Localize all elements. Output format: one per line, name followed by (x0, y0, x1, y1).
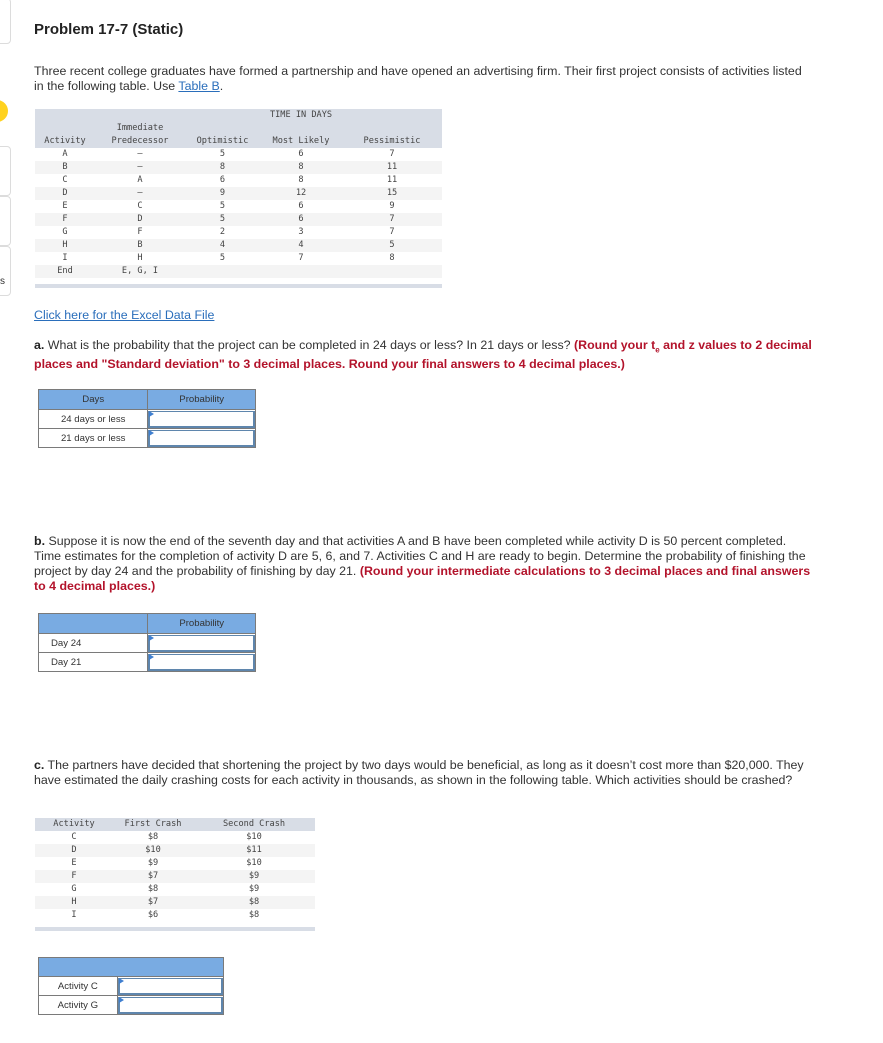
activity-cell: I (62, 253, 68, 263)
table-row (35, 909, 315, 922)
activity-cell: B (62, 162, 68, 172)
second-crash-cell: $8 (248, 897, 260, 907)
table-row (35, 844, 315, 857)
pessimistic-header: Pessimistic (363, 136, 421, 146)
most-likely-cell: 3 (298, 227, 304, 237)
part-b-label: b. (34, 534, 46, 548)
second-crash-cell: $11 (246, 845, 262, 855)
answer-row (39, 634, 256, 653)
predecessor-header-line1: Immediate (116, 123, 164, 133)
most-likely-cell: 7 (298, 253, 304, 263)
input-flag-icon (149, 654, 154, 660)
excel-link-row (34, 308, 814, 323)
first-crash-cell: $7 (147, 871, 159, 881)
predecessor-cell: A (137, 175, 143, 185)
table-row (35, 252, 442, 265)
probability-24-days-input[interactable] (148, 411, 255, 428)
probability-day-24-input[interactable] (148, 635, 255, 652)
table-row (35, 200, 442, 213)
table-row (35, 226, 442, 239)
table-row (35, 213, 442, 226)
most-likely-cell: 6 (298, 149, 304, 159)
progress-indicator-dot (0, 100, 8, 122)
most-likely-cell: 8 (298, 175, 304, 185)
part-c-text: The partners have decided that shortening the project by two days would be beneficial, as long as it doesn’t cost more than $20,000. They have estimated the daily crashing costs for each activity in thousands, as shown in the following table. Which activities should be crashed? (34, 758, 804, 787)
activity-cell: C (62, 175, 68, 185)
part-a-text: What is the probability that the project can be completed in 24 days or less? In 21 days or less? (44, 338, 574, 352)
predecessor-cell: D (137, 214, 143, 224)
most-likely-cell: 6 (298, 214, 304, 224)
part-b-answer-table (38, 613, 256, 672)
part-c-answer-table (38, 957, 224, 1015)
pessimistic-cell: 9 (389, 201, 395, 211)
pessimistic-cell: 7 (389, 214, 395, 224)
answer-row (39, 429, 256, 448)
table-row (35, 831, 315, 844)
activity-cell: H (71, 897, 77, 907)
pessimistic-cell: 7 (389, 227, 395, 237)
most-likely-cell: 12 (295, 188, 307, 198)
table-row (35, 174, 442, 187)
pessimistic-cell: 11 (386, 162, 398, 172)
second-crash-cell: $10 (246, 832, 262, 842)
input-flag-icon (119, 997, 124, 1003)
activity-cell: H (62, 240, 68, 250)
second-crash-cell: $9 (248, 884, 260, 894)
problem-intro (34, 64, 814, 94)
activity-cell: E (62, 201, 68, 211)
activity-cell: F (62, 214, 68, 224)
first-crash-header: First Crash (124, 819, 182, 829)
optimistic-cell: 9 (219, 188, 226, 198)
predecessor-cell: — (137, 149, 143, 159)
sidebar-card[interactable] (0, 146, 11, 196)
answer-row (39, 977, 224, 996)
crash-cost-table (35, 818, 315, 922)
optimistic-header: Optimistic (196, 136, 249, 146)
table-row (35, 187, 442, 200)
table-footer-bar (35, 927, 315, 931)
sidebar-card[interactable] (0, 0, 11, 44)
first-crash-cell: $8 (147, 832, 159, 842)
first-crash-cell: $6 (147, 910, 159, 920)
problem-title: Problem 17-7 (Static) (34, 21, 184, 38)
second-crash-cell: $9 (248, 871, 260, 881)
optimistic-cell: 8 (219, 162, 226, 172)
part-c-label: c. (34, 758, 45, 772)
row-label: Day 24 (39, 634, 148, 653)
probability-day-24-cell (148, 634, 256, 653)
intro-text: Three recent college graduates have formed a partnership and have opened an advertising firm. Their first project consists of activities listed in the following table. Use (34, 64, 802, 93)
probability-24-days-cell (148, 410, 256, 429)
answer-row (39, 410, 256, 429)
optimistic-cell: 5 (219, 201, 226, 211)
second-crash-cell: $8 (248, 910, 260, 920)
activity-cell: I (71, 910, 77, 920)
probability-header: Probability (148, 614, 256, 634)
activity-cell: A (62, 149, 68, 159)
predecessor-cell: C (137, 201, 143, 211)
sidebar-partial-text: s (0, 276, 5, 287)
table-row (35, 148, 442, 161)
probability-21-days-cell (148, 429, 256, 448)
table-row (35, 161, 442, 174)
part-a-label: a. (34, 338, 45, 352)
answer-row (39, 653, 256, 672)
predecessor-cell: B (137, 240, 143, 250)
probability-header: Probability (148, 390, 256, 410)
first-crash-cell: $10 (145, 845, 161, 855)
optimistic-cell: 2 (219, 227, 226, 237)
activity-c-input[interactable] (118, 978, 223, 995)
blank-header (39, 614, 148, 634)
pessimistic-cell (342, 265, 442, 278)
first-crash-cell: $7 (147, 897, 159, 907)
first-crash-cell: $9 (147, 858, 159, 868)
most-likely-cell: 4 (298, 240, 304, 250)
excel-data-file-link[interactable]: Click here for the Excel Data File (34, 308, 215, 322)
activity-cell: G (62, 227, 68, 237)
probability-21-days-input[interactable] (148, 430, 255, 447)
activity-cell: E (71, 858, 77, 868)
activity-time-table (35, 109, 442, 278)
input-flag-icon (149, 411, 154, 417)
activity-cell: D (71, 845, 77, 855)
most-likely-cell: 8 (298, 162, 304, 172)
predecessor-cell: — (137, 162, 143, 172)
optimistic-cell: 5 (219, 214, 226, 224)
table-b-link[interactable]: Table B (178, 79, 220, 93)
table-footer-bar (35, 284, 442, 288)
optimistic-cell: 4 (219, 240, 226, 250)
pessimistic-cell: 11 (386, 175, 398, 185)
sidebar-card[interactable] (0, 246, 11, 296)
intro-end: . (219, 79, 224, 93)
part-c-question (34, 758, 814, 788)
probability-day-21-cell (148, 653, 256, 672)
second-crash-header: Second Crash (222, 819, 286, 829)
activity-cell: F (71, 871, 77, 881)
part-a-answer-table (38, 389, 256, 448)
second-crash-cell: $10 (246, 858, 262, 868)
activity-cell: C (71, 832, 77, 842)
table-row (35, 239, 442, 252)
predecessor-cell: — (137, 188, 143, 198)
predecessor-cell: H (137, 253, 143, 263)
instruction-post: and z values to 2 decimal places and "Standard deviation" to 3 decimal places. Round your final answers to 4 decimal places.) (34, 338, 812, 372)
pessimistic-cell: 15 (386, 188, 398, 198)
row-label: Day 21 (39, 653, 148, 672)
time-in-days-header: TIME IN DAYS (269, 110, 333, 120)
row-label: Activity G (39, 996, 118, 1015)
table-row (35, 896, 315, 909)
part-b-instruction: (Round your intermediate calculations to 3 decimal places and final answers to 4 decimal places.) (34, 564, 811, 593)
input-flag-icon (119, 978, 124, 984)
days-header: Days (39, 390, 148, 410)
answer-header-bar (39, 958, 224, 977)
predecessor-cell: E, G, I (121, 266, 159, 276)
table-row (35, 265, 442, 278)
answer-row (39, 996, 224, 1015)
input-flag-icon (149, 430, 154, 436)
instruction-pre: (Round your t (574, 338, 656, 352)
pessimistic-cell: 5 (389, 240, 395, 250)
first-crash-cell: $8 (147, 884, 159, 894)
instruction-subscript: e (655, 345, 660, 355)
predecessor-cell: F (137, 227, 143, 237)
activity-cell: End (57, 266, 73, 276)
optimistic-cell: 5 (219, 253, 226, 263)
activity-cell: G (71, 884, 77, 894)
part-a-question (34, 338, 814, 372)
table-row (35, 870, 315, 883)
most-likely-cell (260, 265, 342, 278)
activity-c-cell (117, 977, 223, 996)
part-b-text: Suppose it is now the end of the seventh day and that activities A and B have been completed while activity D is 50 percent completed. Time estimates for the completion of activity D are 5, 6, and 7. Activities C and H are ready to begin. Determine the probability of finishing the project by day 24 and the probability of finishing by day 21. (34, 534, 806, 578)
table-row (35, 857, 315, 870)
input-flag-icon (149, 635, 154, 641)
row-label: 24 days or less (39, 410, 148, 429)
pessimistic-cell: 8 (389, 253, 395, 263)
row-label: 21 days or less (39, 429, 148, 448)
activity-header: Activity (53, 819, 95, 829)
predecessor-header-line2: Predecessor (111, 136, 169, 146)
activity-cell: D (62, 188, 68, 198)
table-row (35, 883, 315, 896)
probability-day-21-input[interactable] (148, 654, 255, 671)
activity-g-input[interactable] (118, 997, 223, 1014)
activity-header: Activity (44, 136, 86, 146)
activity-g-cell (117, 996, 223, 1015)
sidebar-card[interactable] (0, 196, 11, 246)
most-likely-header: Most Likely (272, 136, 330, 146)
pessimistic-cell: 7 (389, 149, 395, 159)
part-b-question (34, 534, 814, 594)
optimistic-cell: 6 (219, 175, 226, 185)
row-label: Activity C (39, 977, 118, 996)
most-likely-cell: 6 (298, 201, 304, 211)
optimistic-cell: 5 (219, 149, 226, 159)
optimistic-cell (185, 265, 260, 278)
